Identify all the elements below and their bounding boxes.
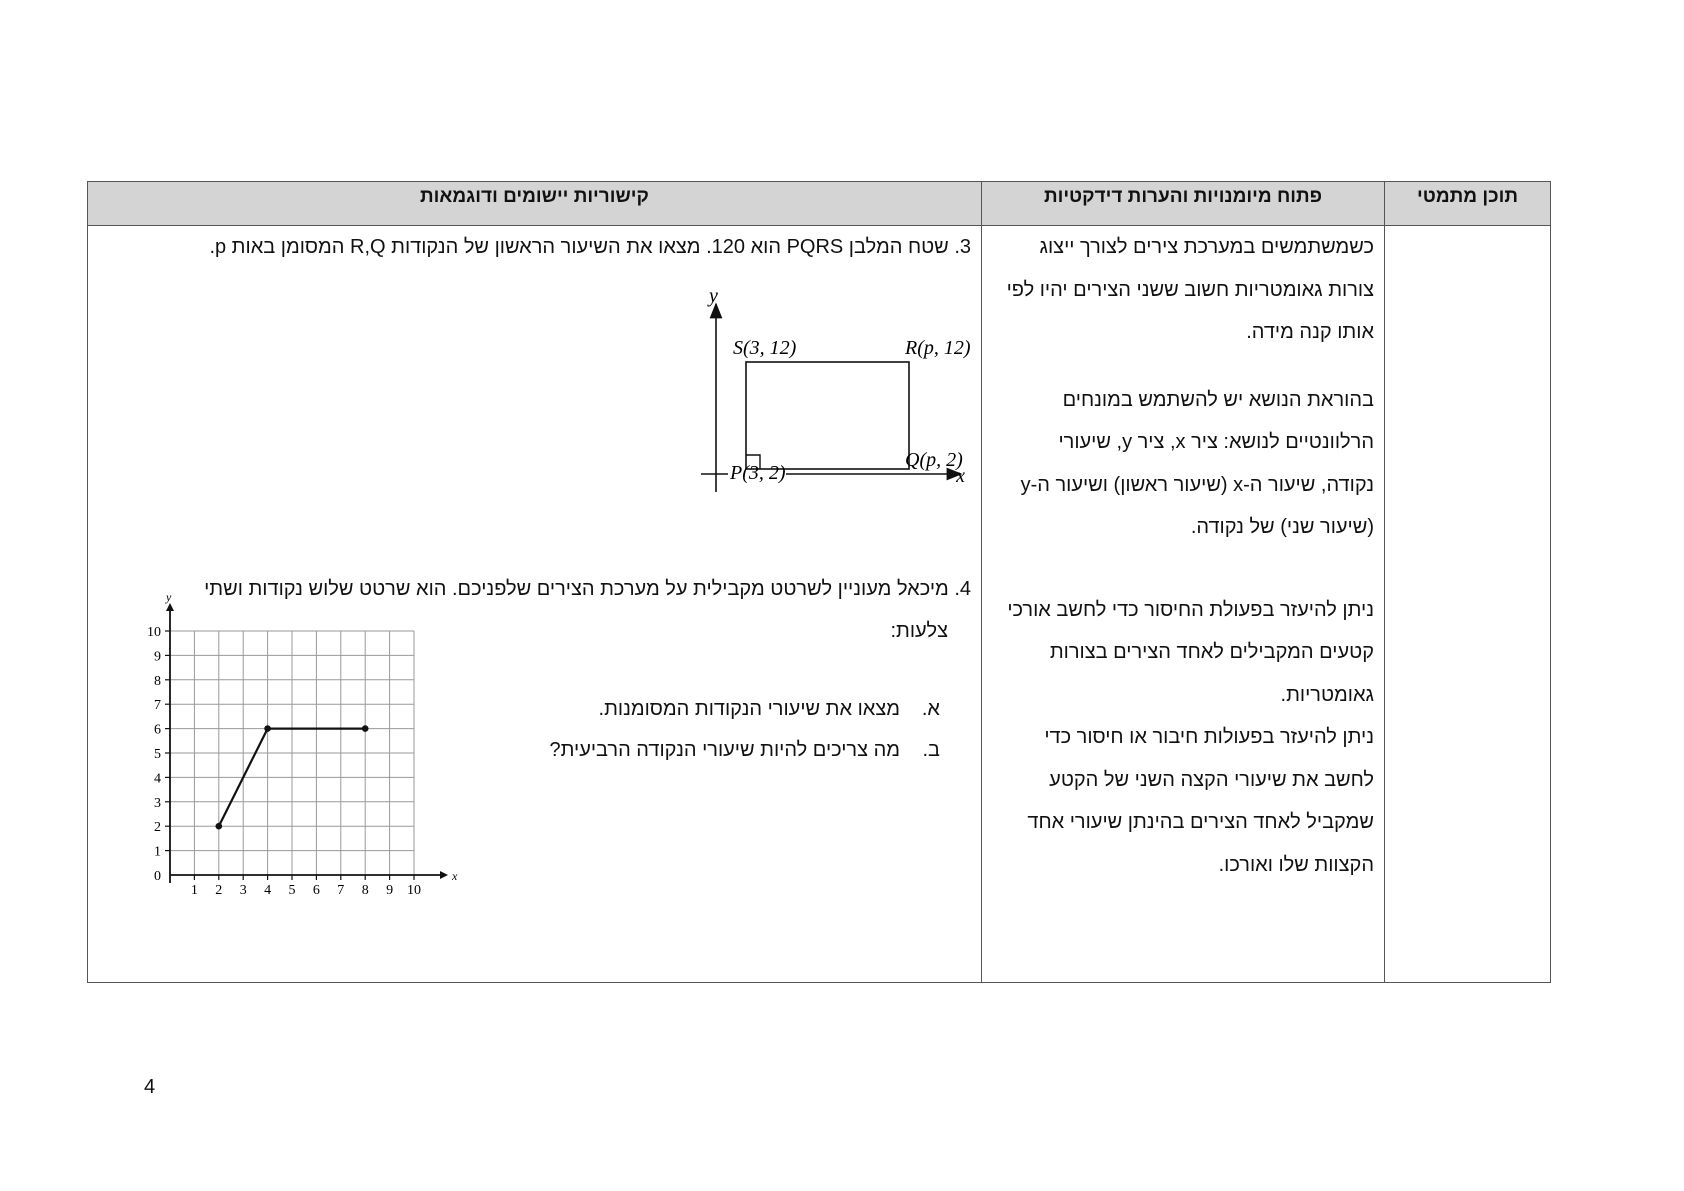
data-point [264,725,271,732]
data-point [362,725,369,732]
skills-line: (שיעור שני) של נקודה. [1190,516,1374,538]
x-tick-label: 4 [264,883,272,898]
sub-b-marker: ב. [922,739,940,761]
skills-paragraph [993,589,1374,717]
y-tick-label: 8 [154,673,161,689]
grid-chart [113,590,458,917]
x-tick-label: 7 [337,883,345,898]
y-tick-label: 1 [154,844,161,860]
sub-a-text: מצאו את שיעורי הנקודות המסומנות. [598,698,900,720]
skills-line: נקודה, שיעור ה-x (שיעור ראשון) ושיעור ה-y [1020,473,1374,496]
x-tick-label: 6 [312,883,320,898]
header-skills: פתוח מיומנויות והערות דידקטיות [1043,186,1323,207]
skills-line: הרלוונטיים לנושא: ציר x, ציר y, שיעורי [1058,431,1374,453]
x-tick-label: 2 [215,883,223,898]
sub-a-marker: א. [921,698,940,720]
skills-line: אותו קנה מידה. [1246,321,1374,343]
skills-line: כשמשתמשים במערכת צירים לצורך ייצוג [1039,236,1374,258]
skills-line: בהוראת הנושא יש להשתמש במונחים [1062,388,1374,411]
x-tick-label: 1 [190,883,198,898]
axis-label-y: y [709,285,718,307]
y-tick-label: 2 [154,820,161,836]
axis-label-x: x [956,465,965,487]
skills-cell [993,226,1374,886]
x-tick-label: 3 [239,883,247,898]
y-tick-label: 9 [154,649,161,665]
y-tick-label: 7 [154,698,161,714]
header-connections: קישוריות יישומים ודוגמאות [420,186,649,207]
skills-paragraph [993,379,1374,549]
skills-line: ניתן להיעזר בפעולת החיסור כדי לחשב אורכי [1007,598,1374,621]
y-tick-label: 5 [154,747,161,762]
data-point [216,823,223,830]
rectangle-figure [633,282,971,502]
label-r: R(p, 12) [905,337,971,359]
skills-line: ניתן להיעזר בפעולות חיבור או חיסור כדי [1044,726,1374,748]
label-q: Q(p, 2) [905,449,963,471]
x-tick-label: 5 [288,883,296,898]
y-tick-label: 10 [147,625,161,640]
question-4-line2: צלעות: [890,620,948,642]
skills-paragraph [993,716,1374,886]
x-tick-label: 8 [361,883,369,898]
y-tick-label: 6 [154,722,161,738]
skills-line: לחשב את שיעורי הקצה השני של הקטע [1049,768,1374,791]
x-tick-label: 9 [386,883,394,898]
label-s: S(3, 12) [733,337,797,359]
page-number: 4 [144,1076,156,1098]
axis-label-x: x [452,869,458,883]
skills-paragraph [993,226,1374,354]
x-axis-arrow [440,871,448,879]
question-4-line1: 4. מיכאל מעוניין לשרטט מקבילית על מערכת הצירים שלפניכם. הוא שרטט שלוש נקודות ושתי [204,578,971,600]
column-divider [1384,182,1385,982]
rectangle-pqrs [746,362,909,469]
skills-line: הקצוות שלו ואורכו. [1218,853,1374,876]
skills-line: שמקביל לאחד הצירים בהינתן שיעורי אחד [1027,811,1374,833]
y-axis-arrow [166,603,174,611]
axis-label-y: y [166,590,172,604]
skills-line: צורות גאומטריות חשוב ששני הצירים יהיו לפי [1006,278,1374,301]
y-tick-label: 3 [154,795,161,811]
y-tick-label: 4 [154,771,161,787]
sub-b-text: מה צריכים להיות שיעורי הנקודה הרביעית? [549,739,900,761]
x-tick-label: 10 [407,883,421,898]
label-p: P(3, 2) [730,462,786,484]
skills-line: גאומטריות. [1280,683,1374,706]
table-header-row [88,182,1550,226]
header-content: תוכן מתמטי [1417,186,1518,207]
question-3-text: 3. שטח המלבן PQRS הוא 120. מצאו את השיעור הראשון של הנקודות R,Q המסומן באות p. [209,236,971,258]
curriculum-table [87,181,1551,983]
y-tick-label: 0 [154,869,161,884]
column-divider [981,182,982,982]
skills-line: קטעים המקבילים לאחד הצירים בצורות [1049,641,1374,663]
